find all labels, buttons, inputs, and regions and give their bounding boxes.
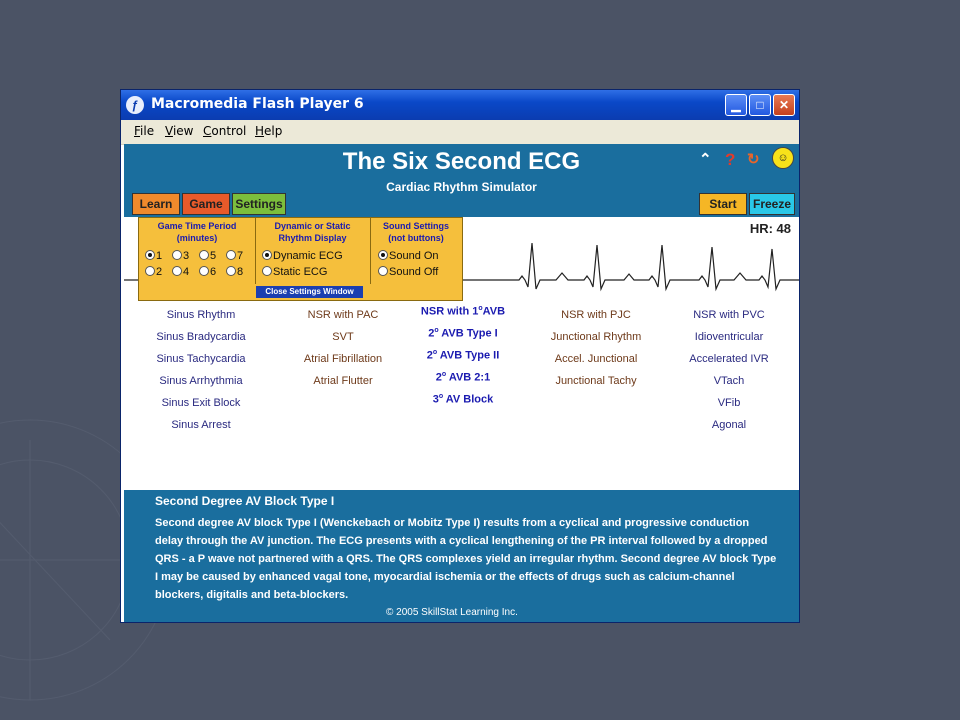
radio-icon	[199, 266, 209, 276]
rhythm-sinus-exit-block[interactable]: Sinus Exit Block	[161, 397, 241, 409]
rhythm-nsr-pac[interactable]: NSR with PAC	[307, 309, 379, 321]
freeze-button[interactable]: Freeze	[749, 193, 795, 215]
rhythm-nsr-pjc[interactable]: NSR with PJC	[561, 309, 631, 321]
menu-control[interactable]: Control	[203, 124, 247, 138]
rhythm-info-body: Second degree AV block Type I (Wenckebach or Mobitz Type I) results from a cyclical and progressive conduction delay through the AV junction. The ECG presents with a cyclical lengthening of the PR interval followed by a dropped QRS - a P wave not partnered with a QRS. The QRS complexes yield an irregular rhythm. Second degree AV block Type I may be caused by enhanced vagal tone, myocardial ischemia or the effects of drugs such as calcium-channel blockers, digitalis and beta-blockers.	[155, 517, 777, 601]
rhythm-2-avb-type-1[interactable]: 2$^o$ AVB Type I	[428, 327, 498, 340]
rhythm-sinus-tachycardia[interactable]: Sinus Tachycardia	[156, 353, 246, 365]
rhythm-idioventricular[interactable]: Idioventricular	[694, 331, 764, 343]
rhythm-atrial-flutter[interactable]: Atrial Flutter	[313, 375, 373, 387]
radio-icon	[172, 250, 182, 260]
time-option-8[interactable]: 8	[226, 266, 243, 278]
time-option-2[interactable]: 2	[145, 266, 162, 278]
start-button[interactable]: Start	[699, 193, 747, 215]
copyright-text: © 2005 SkillStat Learning Inc.	[386, 607, 518, 618]
settings-button[interactable]: Settings	[232, 193, 286, 215]
title-bar	[121, 90, 799, 120]
rhythm-agonal[interactable]: Agonal	[711, 419, 747, 431]
rhythm-2-avb-2-1[interactable]: 2$^o$ AVB 2:1	[435, 371, 491, 384]
radio-icon	[172, 266, 182, 276]
menu-view[interactable]: View	[165, 124, 194, 138]
radio-icon	[378, 250, 388, 260]
heart-rate-readout: HR: 48	[749, 221, 791, 236]
maximize-button[interactable]: □	[749, 94, 771, 116]
rhythm-2-avb-type-2[interactable]: 2$^o$ AVB Type II	[426, 349, 500, 362]
app-subtitle: Cardiac Rhythm Simulator	[386, 180, 537, 194]
rhythm-3-av-block[interactable]: 3$^o$ AV Block	[432, 393, 494, 406]
rhythm-sinus-arrhythmia[interactable]: Sinus Arrhythmia	[159, 375, 243, 387]
static-ecg-option[interactable]: Static ECG	[262, 266, 327, 278]
flash-app-icon: ƒ	[126, 96, 144, 114]
window-title: Macromedia Flash Player 6	[151, 96, 364, 112]
display-header: Dynamic or Static Rhythm Display	[274, 221, 351, 243]
radio-icon	[145, 266, 155, 276]
home-icon[interactable]: ⌃	[699, 151, 712, 168]
rhythm-accel-junctional[interactable]: Accel. Junctional	[554, 353, 638, 365]
radio-icon	[262, 266, 272, 276]
minimize-button[interactable]: ▁	[725, 94, 747, 116]
menu-help[interactable]: Help	[255, 124, 283, 138]
flash-player-window	[120, 89, 800, 623]
time-option-1[interactable]: 1	[145, 250, 162, 262]
rhythm-sinus-rhythm[interactable]: Sinus Rhythm	[166, 309, 236, 321]
time-option-5[interactable]: 5	[199, 250, 216, 262]
time-option-3[interactable]: 3	[172, 250, 189, 262]
game-button[interactable]: Game	[182, 193, 230, 215]
app-header	[124, 144, 799, 217]
radio-icon	[226, 250, 236, 260]
rhythm-sinus-bradycardia[interactable]: Sinus Bradycardia	[156, 331, 246, 343]
radio-icon	[226, 266, 236, 276]
refresh-icon[interactable]: ↻	[747, 151, 760, 168]
rhythm-atrial-fibrillation[interactable]: Atrial Fibrillation	[303, 353, 383, 365]
smiley-icon[interactable]: ☺	[772, 147, 794, 169]
close-settings-button[interactable]: Close Settings Window	[256, 286, 363, 298]
rhythm-svt[interactable]: SVT	[332, 331, 354, 343]
help-icon[interactable]: ?	[725, 150, 736, 169]
sound-off-option[interactable]: Sound Off	[378, 266, 438, 278]
app-title: The Six Second ECG	[342, 148, 581, 175]
rhythm-info-panel	[124, 490, 799, 622]
radio-icon	[199, 250, 209, 260]
rhythm-accelerated-ivr[interactable]: Accelerated IVR	[689, 353, 769, 365]
radio-icon	[378, 266, 388, 276]
radio-icon	[262, 250, 272, 260]
rhythm-vfib[interactable]: VFib	[717, 397, 741, 409]
game-time-header: Game Time Period (minutes)	[157, 221, 237, 243]
sound-on-option[interactable]: Sound On	[378, 250, 439, 262]
rhythm-junctional-tachy[interactable]: Junctional Tachy	[555, 375, 637, 387]
rhythm-junctional-rhythm[interactable]: Junctional Rhythm	[550, 331, 642, 343]
time-option-6[interactable]: 6	[199, 266, 216, 278]
radio-icon	[145, 250, 155, 260]
menu-bar	[121, 120, 799, 145]
rhythm-sinus-arrest[interactable]: Sinus Arrest	[171, 419, 231, 431]
rhythm-vtach[interactable]: VTach	[713, 375, 745, 387]
time-option-4[interactable]: 4	[172, 266, 189, 278]
rhythm-info-title: Second Degree AV Block Type I	[155, 494, 335, 508]
rhythm-nsr-1-avb[interactable]: NSR with 1$^o$AVB	[420, 305, 506, 318]
menu-file[interactable]: File	[134, 124, 155, 138]
dynamic-ecg-option[interactable]: Dynamic ECG	[262, 250, 343, 262]
sound-header: Sound Settings (not buttons)	[383, 221, 449, 243]
rhythm-nsr-pvc[interactable]: NSR with PVC	[693, 309, 765, 321]
learn-button[interactable]: Learn	[132, 193, 180, 215]
close-window-button[interactable]: ✕	[773, 94, 795, 116]
time-option-7[interactable]: 7	[226, 250, 243, 262]
settings-panel	[138, 217, 463, 301]
